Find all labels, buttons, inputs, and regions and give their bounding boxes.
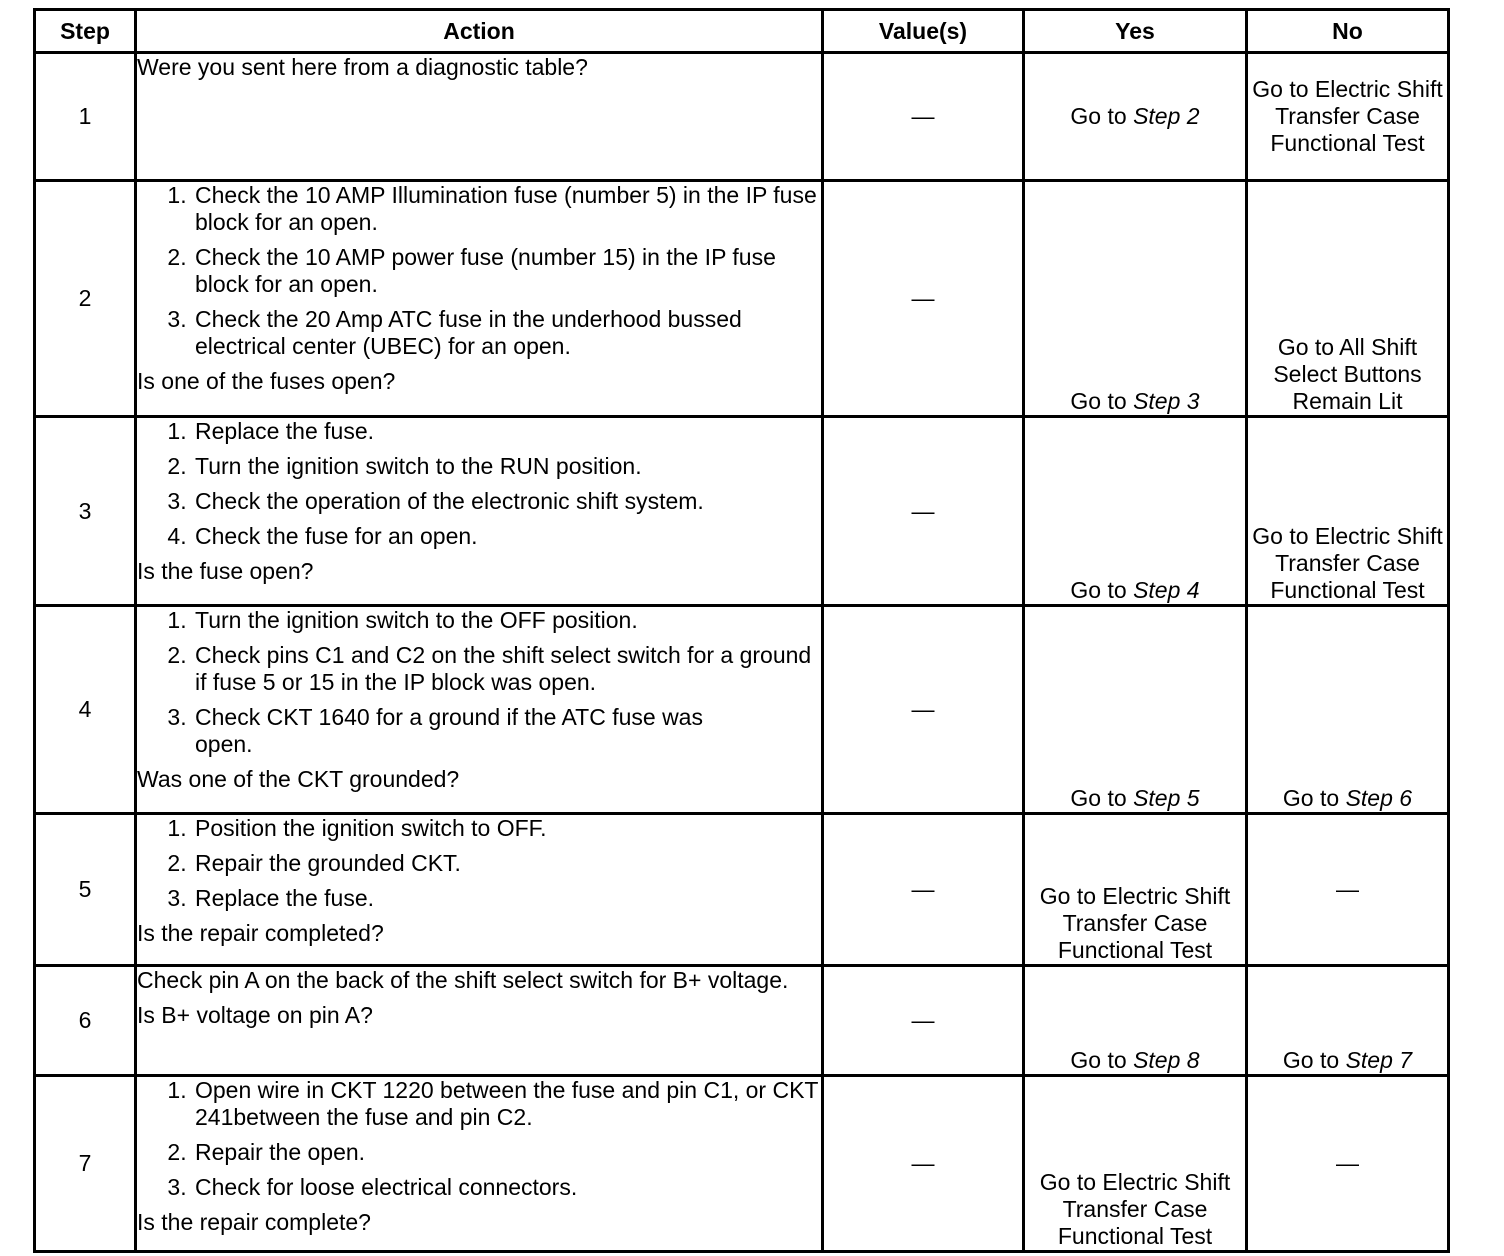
no-step-link[interactable]: Step 7 — [1345, 1047, 1413, 1073]
no-text[interactable]: Go to Electric Shift Transfer Case Functional Test — [1252, 523, 1443, 603]
action-text: Were you sent here from a diagnostic table? — [137, 54, 588, 80]
action-item: 3. Check the 20 Amp ATC fuse in the underhood bussed electrical center (UBEC) for an open. — [193, 306, 821, 360]
action-text: Check pin A on the back of the shift select switch for B+ voltage. — [137, 967, 789, 993]
yes-cell — [1024, 966, 1247, 1076]
step-number: 3 — [35, 417, 136, 606]
value-cell: — — [823, 606, 1024, 814]
no-cell — [1247, 417, 1449, 606]
action-item: 2. Check pins C1 and C2 on the shift select switch for a ground if fuse 5 or 15 in the IP block was open. — [193, 642, 821, 696]
value-cell: — — [823, 814, 1024, 966]
yes-step-link[interactable]: Step 2 — [1133, 103, 1200, 129]
step-number: 6 — [35, 966, 136, 1076]
action-item: 3. Replace the fuse. — [193, 885, 821, 912]
step-number: 1 — [35, 53, 136, 181]
table-row-step-1 — [35, 53, 1449, 181]
no-step-link[interactable]: Step 6 — [1345, 785, 1413, 811]
action-item: 4. Check the fuse for an open. — [193, 523, 821, 550]
action-item: 1. Check the 10 AMP Illumination fuse (number 5) in the IP fuse block for an open. — [193, 182, 821, 236]
action-list — [137, 1077, 821, 1201]
action-list — [137, 607, 821, 758]
no-cell — [1247, 181, 1449, 417]
action-cell — [136, 53, 823, 181]
header-action: Action — [136, 10, 823, 53]
action-question: Is one of the fuses open? — [137, 368, 396, 394]
action-question: Is the fuse open? — [137, 558, 314, 584]
action-question: Is the repair complete? — [137, 1209, 371, 1235]
table-row-step-7 — [35, 1076, 1449, 1252]
no-prefix: Go to — [1282, 785, 1340, 811]
action-item: 3. Check the operation of the electronic shift system. — [193, 488, 821, 515]
value-cell: — — [823, 53, 1024, 181]
yes-prefix: Go to — [1070, 577, 1127, 603]
table-row-step-2 — [35, 181, 1449, 417]
yes-cell — [1024, 53, 1247, 181]
yes-prefix: Go to — [1070, 785, 1127, 811]
action-list — [137, 815, 821, 912]
yes-cell — [1024, 417, 1247, 606]
action-list — [137, 418, 821, 550]
header-yes: Yes — [1024, 10, 1247, 53]
yes-prefix: Go to — [1070, 103, 1127, 129]
header-no: No — [1247, 10, 1449, 53]
yes-step-link[interactable]: Step 3 — [1133, 388, 1200, 414]
yes-text[interactable]: Go to Electric Shift Transfer Case Functional Test — [1039, 883, 1231, 963]
table-row-step-6 — [35, 966, 1449, 1076]
yes-text[interactable]: Go to Electric Shift Transfer Case Functional Test — [1039, 1169, 1231, 1249]
action-question: Is the repair completed? — [137, 920, 384, 946]
action-cell — [136, 1076, 823, 1252]
action-list — [137, 182, 821, 360]
action-cell — [136, 606, 823, 814]
step-number: 4 — [35, 606, 136, 814]
step-number: 7 — [35, 1076, 136, 1252]
action-item: 1. Position the ignition switch to OFF. — [193, 815, 821, 842]
table-row-step-4 — [35, 606, 1449, 814]
action-item: 2. Repair the open. — [193, 1139, 821, 1166]
action-cell — [136, 966, 823, 1076]
action-item: 3. Check for loose electrical connectors. — [193, 1174, 821, 1201]
yes-step-link[interactable]: Step 5 — [1133, 785, 1200, 811]
header-row — [35, 10, 1449, 53]
step-number: 5 — [35, 814, 136, 966]
value-cell: — — [823, 966, 1024, 1076]
yes-cell — [1024, 181, 1247, 417]
action-cell — [136, 814, 823, 966]
yes-cell — [1024, 606, 1247, 814]
yes-prefix: Go to — [1070, 388, 1127, 414]
action-item: 2. Check the 10 AMP power fuse (number 15) in the IP fuse block for an open. — [193, 244, 821, 298]
action-item: 1. Replace the fuse. — [193, 418, 821, 445]
yes-step-link[interactable]: Step 4 — [1133, 577, 1200, 603]
action-item: 3. Check CKT 1640 for a ground if the ATC fuse was open. — [193, 704, 735, 758]
no-cell: — — [1247, 814, 1449, 966]
yes-step-link[interactable]: Step 8 — [1133, 1047, 1200, 1073]
no-prefix: Go to — [1282, 1047, 1340, 1073]
no-cell — [1247, 606, 1449, 814]
no-cell: — — [1247, 1076, 1449, 1252]
action-question: Was one of the CKT grounded? — [137, 766, 460, 792]
action-question: Is B+ voltage on pin A? — [137, 1002, 373, 1028]
no-cell — [1247, 53, 1449, 181]
yes-cell — [1024, 1076, 1247, 1252]
action-cell — [136, 417, 823, 606]
action-item: 1. Turn the ignition switch to the OFF position. — [193, 607, 821, 634]
yes-prefix: Go to — [1070, 1047, 1127, 1073]
no-text[interactable]: Go to All Shift Select Buttons Remain Lit — [1273, 334, 1422, 414]
no-text[interactable]: Go to Electric Shift Transfer Case Functional Test — [1252, 76, 1443, 156]
diagnostic-table — [33, 8, 1450, 1253]
value-cell: — — [823, 181, 1024, 417]
table-row-step-3 — [35, 417, 1449, 606]
header-step: Step — [35, 10, 136, 53]
header-values: Value(s) — [823, 10, 1024, 53]
no-cell — [1247, 966, 1449, 1076]
value-cell: — — [823, 417, 1024, 606]
action-item: 2. Repair the grounded CKT. — [193, 850, 821, 877]
table-row-step-5 — [35, 814, 1449, 966]
action-item: 2. Turn the ignition switch to the RUN position. — [193, 453, 821, 480]
step-number: 2 — [35, 181, 136, 417]
action-cell — [136, 181, 823, 417]
value-cell: — — [823, 1076, 1024, 1252]
action-item: 1. Open wire in CKT 1220 between the fuse and pin C1, or CKT 241between the fuse and pin C2. — [193, 1077, 821, 1131]
yes-cell — [1024, 814, 1247, 966]
